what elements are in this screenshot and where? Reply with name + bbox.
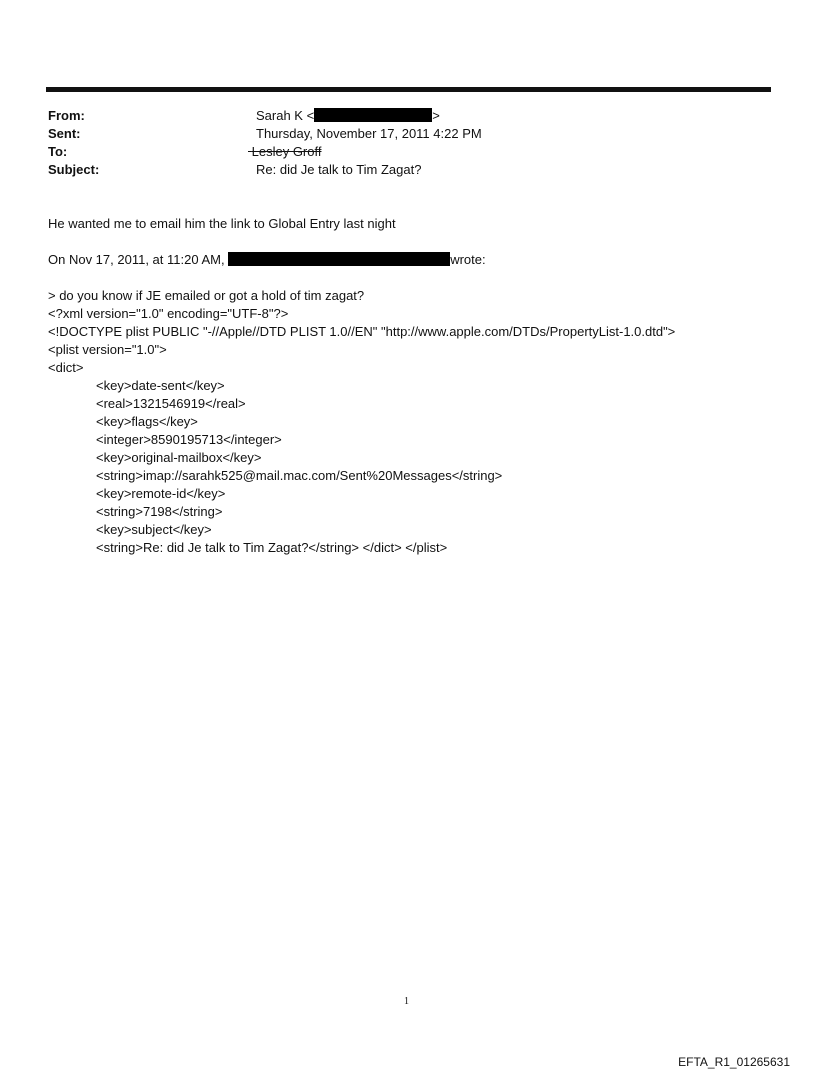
to-label: To: (48, 144, 68, 159)
dict-line: <real>1321546919</real> (96, 396, 246, 411)
document-id: EFTA_R1_01265631 (678, 1055, 790, 1069)
doctype-line: <!DOCTYPE plist PUBLIC "-//Apple//DTD PLIST 1.0//EN" "http://www.apple.com/DTDs/PropertyList-1.0.dtd"> (48, 324, 676, 339)
quote-intro-start: On Nov 17, 2011, at 11:20 AM, (48, 252, 225, 267)
redaction-block (314, 108, 432, 122)
dict-open: <dict> (48, 360, 84, 375)
dict-line: <integer>8590195713</integer> (96, 432, 282, 447)
dict-line: <key>original-mailbox</key> (96, 450, 262, 465)
dict-line: <string>imap://sarahk525@mail.mac.com/Sent%20Messages</string> (96, 468, 503, 483)
page-number: 1 (404, 996, 409, 1007)
from-label: From: (48, 108, 85, 123)
sent-value: Thursday, November 17, 2011 4:22 PM (256, 126, 482, 141)
redaction-block (228, 252, 450, 266)
to-value (248, 143, 321, 161)
quote-intro (48, 251, 486, 269)
dict-line: <key>date-sent</key> (96, 378, 225, 393)
subject-label: Subject: (48, 162, 100, 177)
body-line-1: He wanted me to email him the link to Global Entry last night (48, 216, 396, 231)
from-name: Sarah K < (256, 108, 315, 123)
dict-line: <string>Re: did Je talk to Tim Zagat?</string> </dict> </plist> (96, 540, 448, 555)
sent-label: Sent: (48, 126, 81, 141)
header-rule (46, 87, 771, 92)
subject-value: Re: did Je talk to Tim Zagat? (256, 162, 422, 177)
quote-line: > do you know if JE emailed or got a hold of tim zagat? (48, 288, 365, 303)
plist-open: <plist version="1.0"> (48, 342, 167, 357)
quote-intro-end: wrote: (450, 252, 486, 267)
dict-line: <key>flags</key> (96, 414, 198, 429)
dict-line: <string>7198</string> (96, 504, 223, 519)
dict-line: <key>remote-id</key> (96, 486, 226, 501)
from-value-end: > (432, 108, 440, 123)
xml-declaration: <?xml version="1.0" encoding="UTF-8"?> (48, 306, 289, 321)
dict-line: <key>subject</key> (96, 522, 212, 537)
from-value (256, 107, 440, 125)
to-name: Lesley Groff (251, 144, 322, 159)
